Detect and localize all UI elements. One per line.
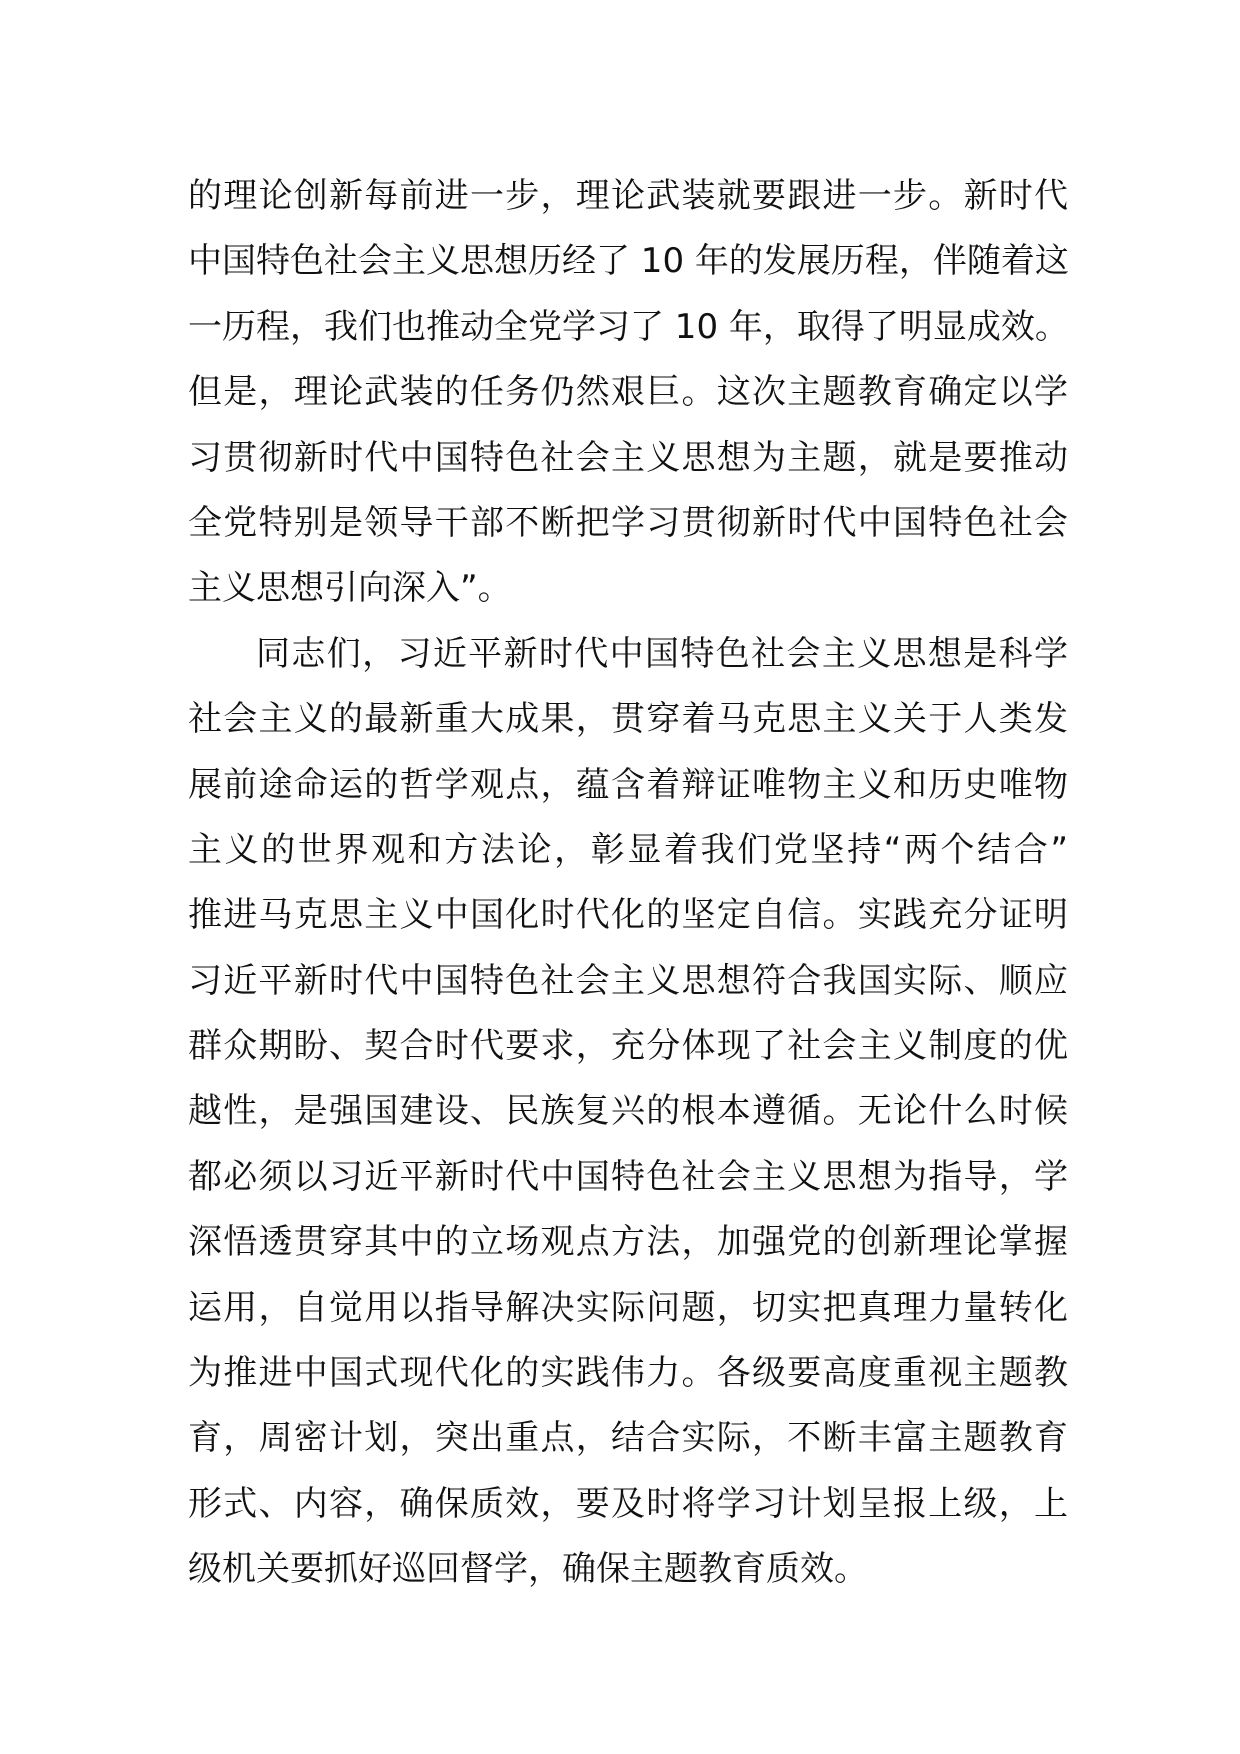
text-line: 为推进中国式现代化的实践伟力。各级要高度重视主题教 bbox=[188, 1353, 1068, 1394]
text-line: 越性，是强国建设、民族复兴的根本遵循。无论什么时候 bbox=[188, 1091, 1068, 1132]
text-line: 社会主义的最新重大成果，贯穿着马克思主义关于人类发 bbox=[188, 699, 1068, 740]
paragraph-end-line: 级机关要抓好巡回督学，确保主题教育质效。 bbox=[188, 1549, 868, 1590]
text-line: 展前途命运的哲学观点，蕴含着辩证唯物主义和历史唯物 bbox=[188, 764, 1068, 805]
text-line: 深悟透贯穿其中的立场观点方法，加强党的创新理论掌握 bbox=[188, 1222, 1068, 1263]
text-line: 习贯彻新时代中国特色社会主义思想为主题，就是要推动 bbox=[188, 437, 1068, 478]
text-line: 形式、内容，确保质效，要及时将学习计划呈报上级，上 bbox=[188, 1483, 1068, 1524]
text-line: 一历程，我们也推动全党学习了 10 年，取得了明显成效。 bbox=[188, 306, 1069, 347]
text-line: 推进马克思主义中国化时代化的坚定自信。实践充分证明 bbox=[188, 895, 1068, 936]
text-line: 主义的世界观和方法论，彰显着我们党坚持“两个结合” bbox=[188, 829, 1068, 870]
text-line: 群众期盼、契合时代要求，充分体现了社会主义制度的优 bbox=[188, 1026, 1068, 1067]
text-line: 但是，理论武装的任务仍然艰巨。这次主题教育确定以学 bbox=[188, 372, 1068, 413]
paragraph-end-line: 主义思想引向深入”。 bbox=[188, 568, 512, 609]
text-line: 中国特色社会主义思想历经了 10 年的发展历程，伴随着这 bbox=[188, 241, 1069, 282]
text-line: 运用，自觉用以指导解决实际问题，切实把真理力量转化 bbox=[188, 1287, 1068, 1328]
body-text bbox=[188, 164, 1068, 1603]
text-line: 育，周密计划，突出重点，结合实际，不断丰富主题教育 bbox=[188, 1418, 1068, 1459]
text-line: 都必须以习近平新时代中国特色社会主义思想为指导，学 bbox=[188, 1156, 1068, 1197]
paragraph-start-line: 同志们，习近平新时代中国特色社会主义思想是科学 bbox=[256, 633, 1068, 674]
text-line: 习近平新时代中国特色社会主义思想符合我国实际、顺应 bbox=[188, 960, 1068, 1001]
text-line: 的理论创新每前进一步，理论武装就要跟进一步。新时代 bbox=[188, 176, 1068, 216]
text-line: 全党特别是领导干部不断把学习贯彻新时代中国特色社会 bbox=[188, 502, 1068, 543]
